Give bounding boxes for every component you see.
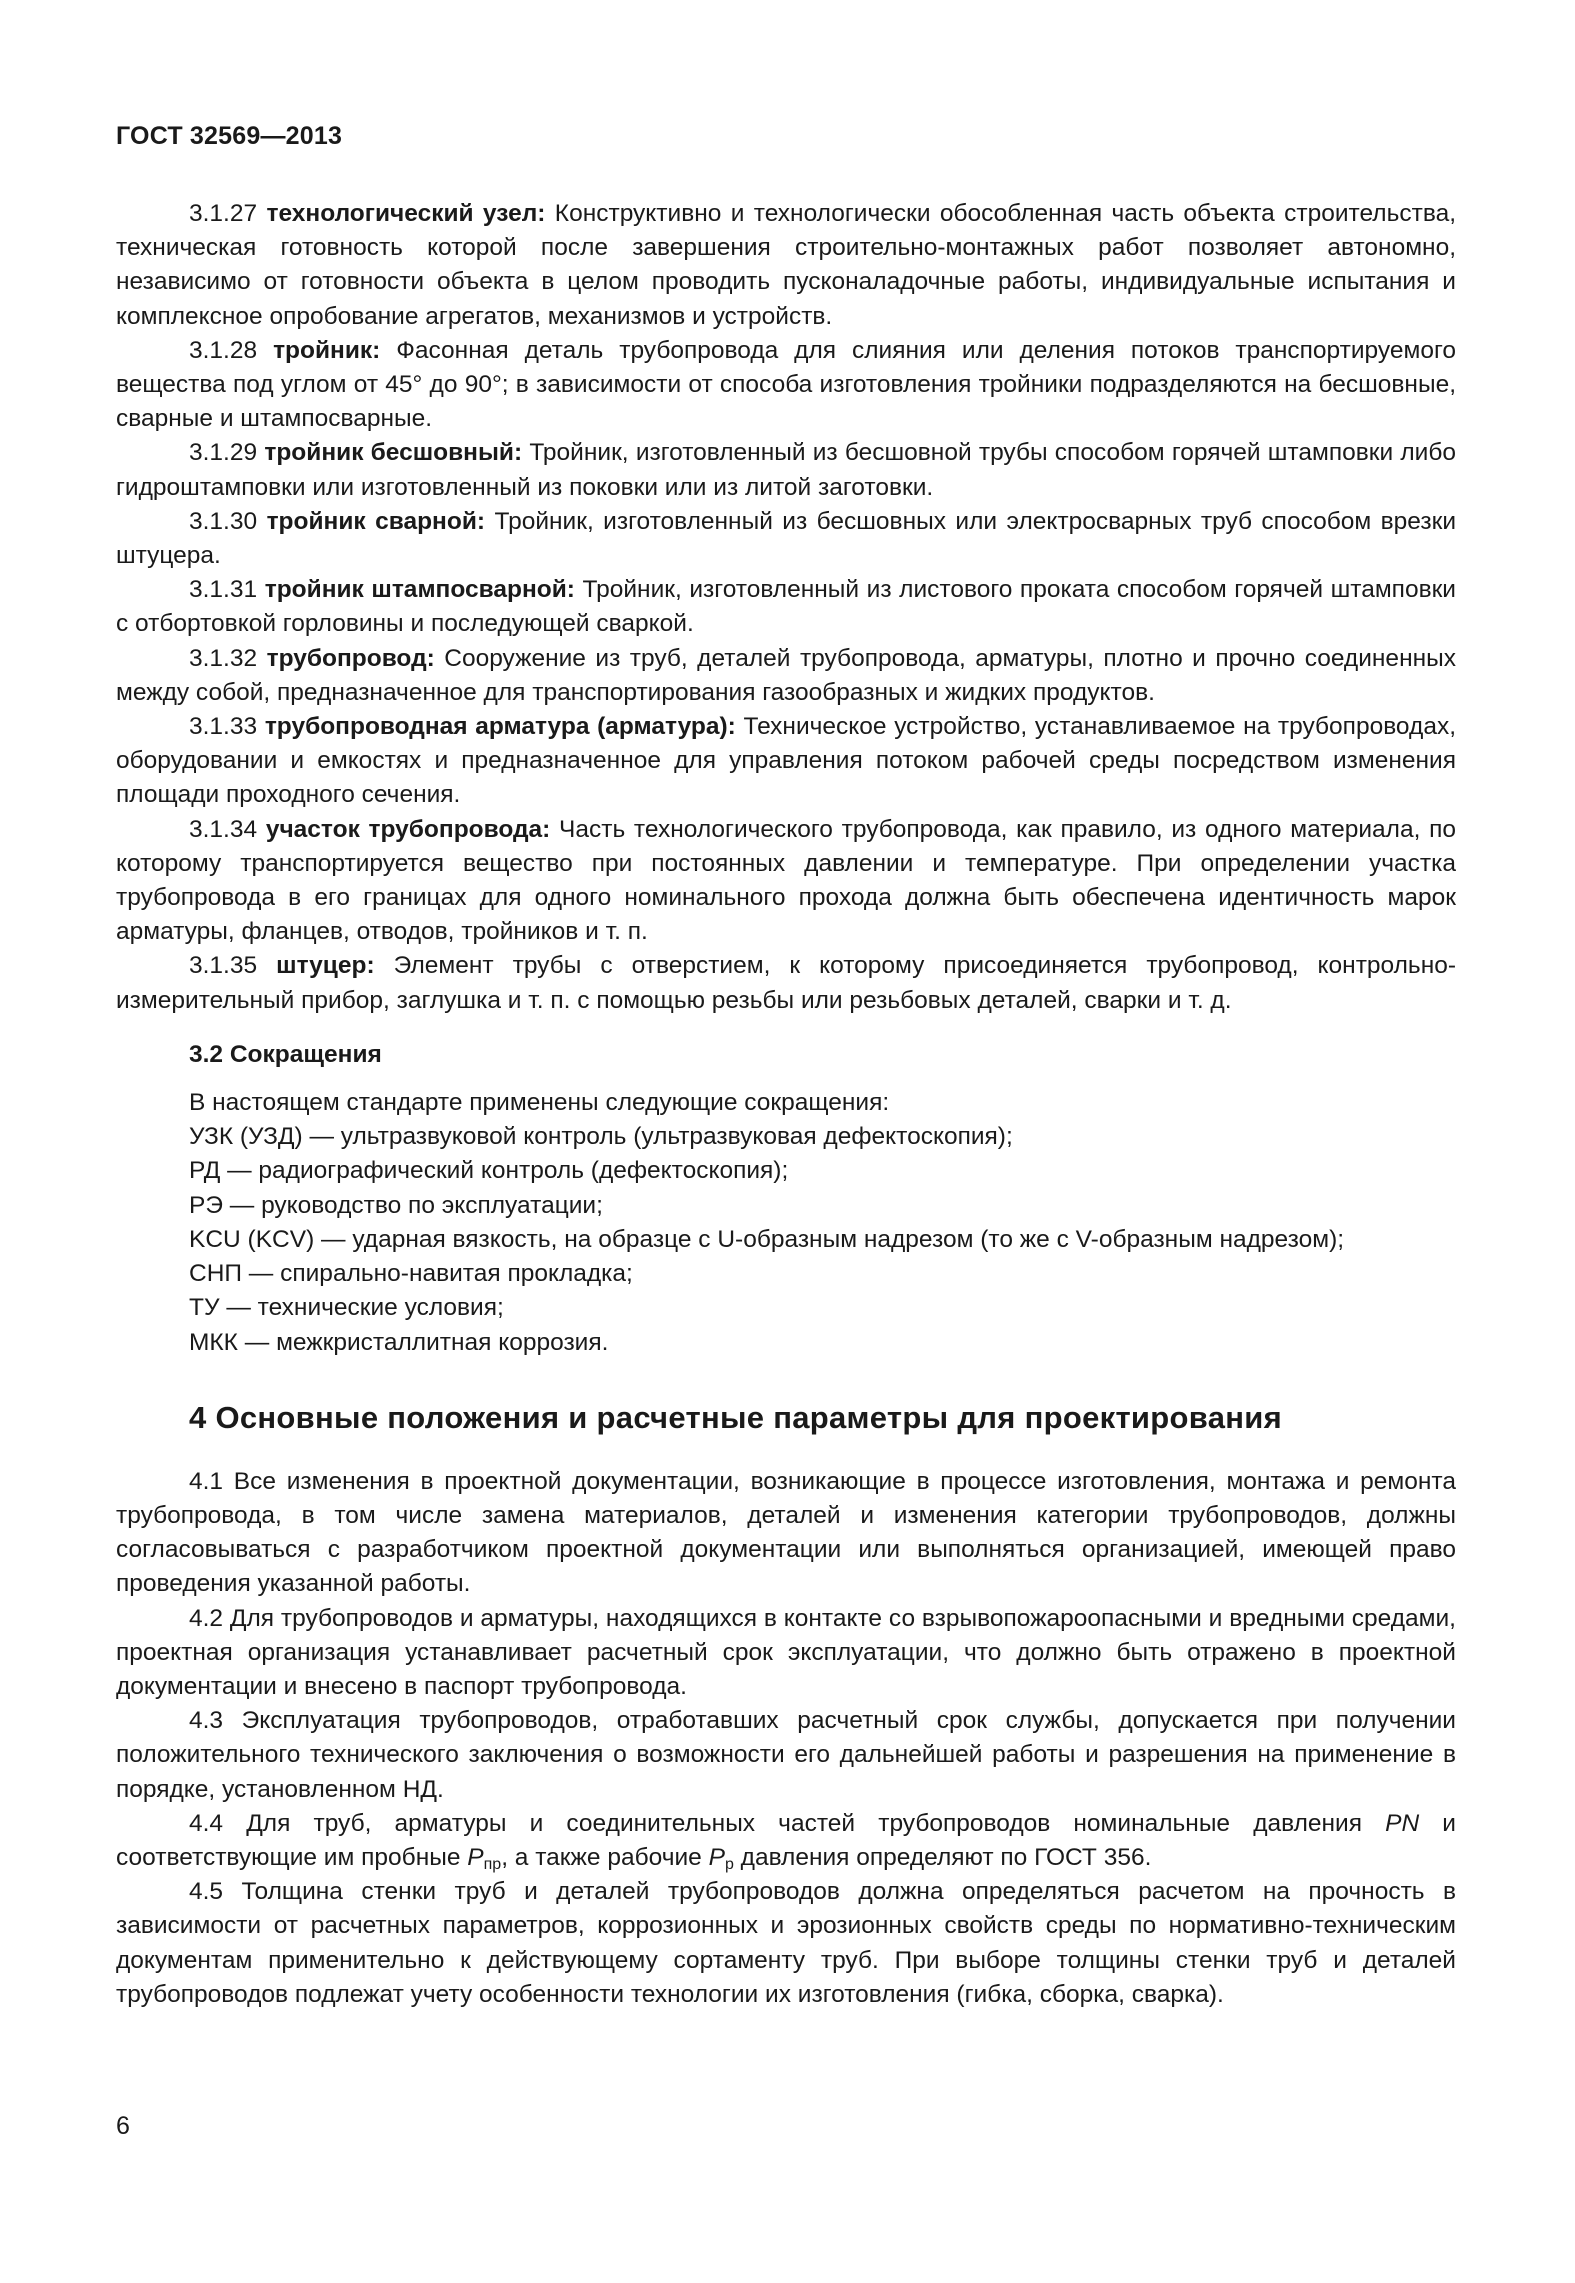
definition-text: Тройник, изготовленный из бесшовных или электросварных труб способом врезки штуцера.: [116, 507, 1457, 570]
definition-text: Часть технологического трубопровода, как правило, из одного материала, по которому транспортируется вещество при постоянных давлении и температуре. При определении участка трубопровода в его границах для одного номинального прохода должна быть обеспечена идентичность марок арматуры, фланцев, отводов, тройников и т. п.: [116, 815, 1456, 946]
definition-text: Конструктивно и технологически обособленная часть объекта строительства, техническая готовность которой после завершения строительно-монтажных работ позволяет автономно, независимо от готовности объекта в целом проводить пусконаладочные работы, индивидуальные испытания и комплексное опробование агрегатов, механизмов и устройств.: [116, 200, 1457, 330]
p-symbol: P: [467, 1843, 484, 1871]
abbreviation-item: KCU (KCV) — ударная вязкость, на образце с U-образным надрезом (то же с V-образным надрезом);: [189, 1225, 1345, 1253]
definition-3-1-30: [116, 505, 1456, 573]
p-symbol: P: [708, 1843, 725, 1871]
definition-3-1-29: [116, 436, 1456, 504]
definition-text: Элемент трубы с отверстием, к которому присоединяется трубопровод, контрольно-измерительный прибор, заглушка и т. п. с помощью резьбы или резьбовых деталей, сварки и т. д.: [116, 952, 1457, 1014]
definition-term: тройник бесшовный:: [264, 439, 523, 467]
page-content: [116, 197, 1456, 2012]
definition-number: 3.1.28: [189, 336, 258, 364]
definition-number: 3.1.30: [189, 507, 258, 535]
definition-text: Тройник, изготовленный из листового проката способом горячей штамповки с отбортовкой горловины и последующей сваркой.: [116, 576, 1456, 638]
definition-number: 3.1.29: [189, 439, 258, 467]
abbreviation-item: РЭ — руководство по эксплуатации;: [189, 1191, 603, 1219]
definition-term: штуцер:: [276, 952, 375, 980]
paragraph-4-3: 4.3 Эксплуатация трубопроводов, отработавших расчетный срок службы, допускается при получении положительного технического заключения о возможности его дальнейшей работы и разрешения на применение в порядке, установленном НД.: [116, 1707, 1456, 1803]
definition-term: тройник штампосварной:: [264, 576, 575, 604]
document-code: ГОСТ 32569—2013: [116, 122, 343, 150]
definition-3-1-34: [116, 813, 1456, 950]
definition-text: Фасонная деталь трубопровода для слияния или деления потоков транспортируемого вещества под углом от 45° до 90°; в зависимости от способа изготовления тройники подразделяются на бесшовные, сварные и штампосварные.: [116, 336, 1456, 433]
abbreviation-item: МКК — межкристаллитная коррозия.: [189, 1328, 609, 1356]
abbreviation-item: СНП — спирально-навитая прокладка;: [189, 1260, 633, 1288]
subscript-test: пр: [483, 1855, 502, 1873]
definition-number: 3.1.33: [189, 713, 258, 741]
definition-number: 3.1.32: [189, 644, 258, 672]
abbreviation-item: ТУ — технические условия;: [189, 1294, 504, 1322]
definition-term: трубопроводная арматура (арматура):: [264, 713, 736, 741]
paragraph-4-2: 4.2 Для трубопроводов и арматуры, находящихся в контакте со взрывопожароопасными и вредными средами, проектная организация устанавливает расчетный срок эксплуатации, что должно быть отражено в проектной документации и внесено в паспорт трубопровода.: [116, 1604, 1456, 1700]
definition-3-1-27: [116, 197, 1456, 334]
definition-3-1-28: [116, 334, 1456, 437]
paragraph-4-4: [116, 1807, 1456, 1875]
page-number: 6: [116, 2112, 130, 2140]
definition-term: участок трубопровода:: [265, 815, 551, 843]
paragraph-4-5: 4.5 Толщина стенки труб и деталей трубопроводов должна определяться расчетом на прочность в зависимости от расчетных параметров, коррозионных и эрозионных свойств среды по нормативно-техническим документам применительно к действующему сортаменту труб. При выборе толщины стенки труб и деталей трубопроводов подлежат учету особенности технологии их изготовления (гибка, сборка, сварка).: [116, 1878, 1456, 2008]
subscript-working: р: [724, 1855, 734, 1873]
definition-term: трубопровод:: [266, 644, 435, 672]
definition-text: Сооружение из труб, деталей трубопровода, арматуры, плотно и прочно соединенных между собой, предназначенное для транспортирования газообразных и жидких продуктов.: [116, 644, 1456, 706]
paragraph-text: , а также рабочие: [501, 1843, 709, 1871]
definition-number: 3.1.27: [189, 200, 258, 227]
definition-3-1-35: [116, 949, 1456, 1017]
definition-3-1-33: [116, 710, 1456, 813]
abbreviation-item: РД — радиографический контроль (дефектоскопия);: [189, 1157, 789, 1185]
abbreviation-item: УЗК (УЗД) — ультразвуковой контроль (ультразвуковая дефектоскопия);: [189, 1123, 1013, 1151]
definition-3-1-32: [116, 642, 1456, 710]
abbreviations-heading: 3.2 Сокращения: [189, 1040, 382, 1068]
paragraph-4-1: 4.1 Все изменения в проектной документации, возникающие в процессе изготовления, монтажа и ремонта трубопровода, в том числе замена материалов, деталей и изменения категории трубопроводов, должны согласовываться с разработчиком проектной документации или выполняться организацией, имеющей право проведения указанной работы.: [116, 1467, 1456, 1598]
paragraph-text: давления определяют по ГОСТ 356.: [733, 1843, 1152, 1871]
definition-text: Техническое устройство, устанавливаемое на трубопроводах, оборудовании и емкостях и предназначенное для управления потоком рабочей среды посредством изменения площади проходного сечения.: [116, 713, 1457, 809]
definition-term: технологический узел:: [266, 200, 546, 227]
definition-3-1-31: [116, 573, 1456, 641]
paragraph-text: и соответствующие им пробные: [116, 1809, 1456, 1871]
definition-term: тройник сварной:: [266, 507, 486, 535]
paragraph-text: 4.4 Для труб, арматуры и соединительных частей трубопроводов номинальные давления: [189, 1809, 1386, 1837]
abbreviations-intro: В настоящем стандарте применены следующие сокращения:: [189, 1089, 890, 1117]
pn-symbol: PN: [1385, 1809, 1420, 1837]
definition-number: 3.1.31: [189, 576, 258, 604]
definition-term: тройник:: [273, 336, 381, 364]
definition-number: 3.1.34: [189, 815, 258, 843]
section-4-heading: 4 Основные положения и расчетные параметры для проектирования: [189, 1399, 1283, 1435]
definition-number: 3.1.35: [189, 952, 258, 980]
definition-text: Тройник, изготовленный из бесшовной трубы способом горячей штамповки либо гидроштамповки или изготовленный из поковки или из литой заготовки.: [116, 439, 1456, 501]
